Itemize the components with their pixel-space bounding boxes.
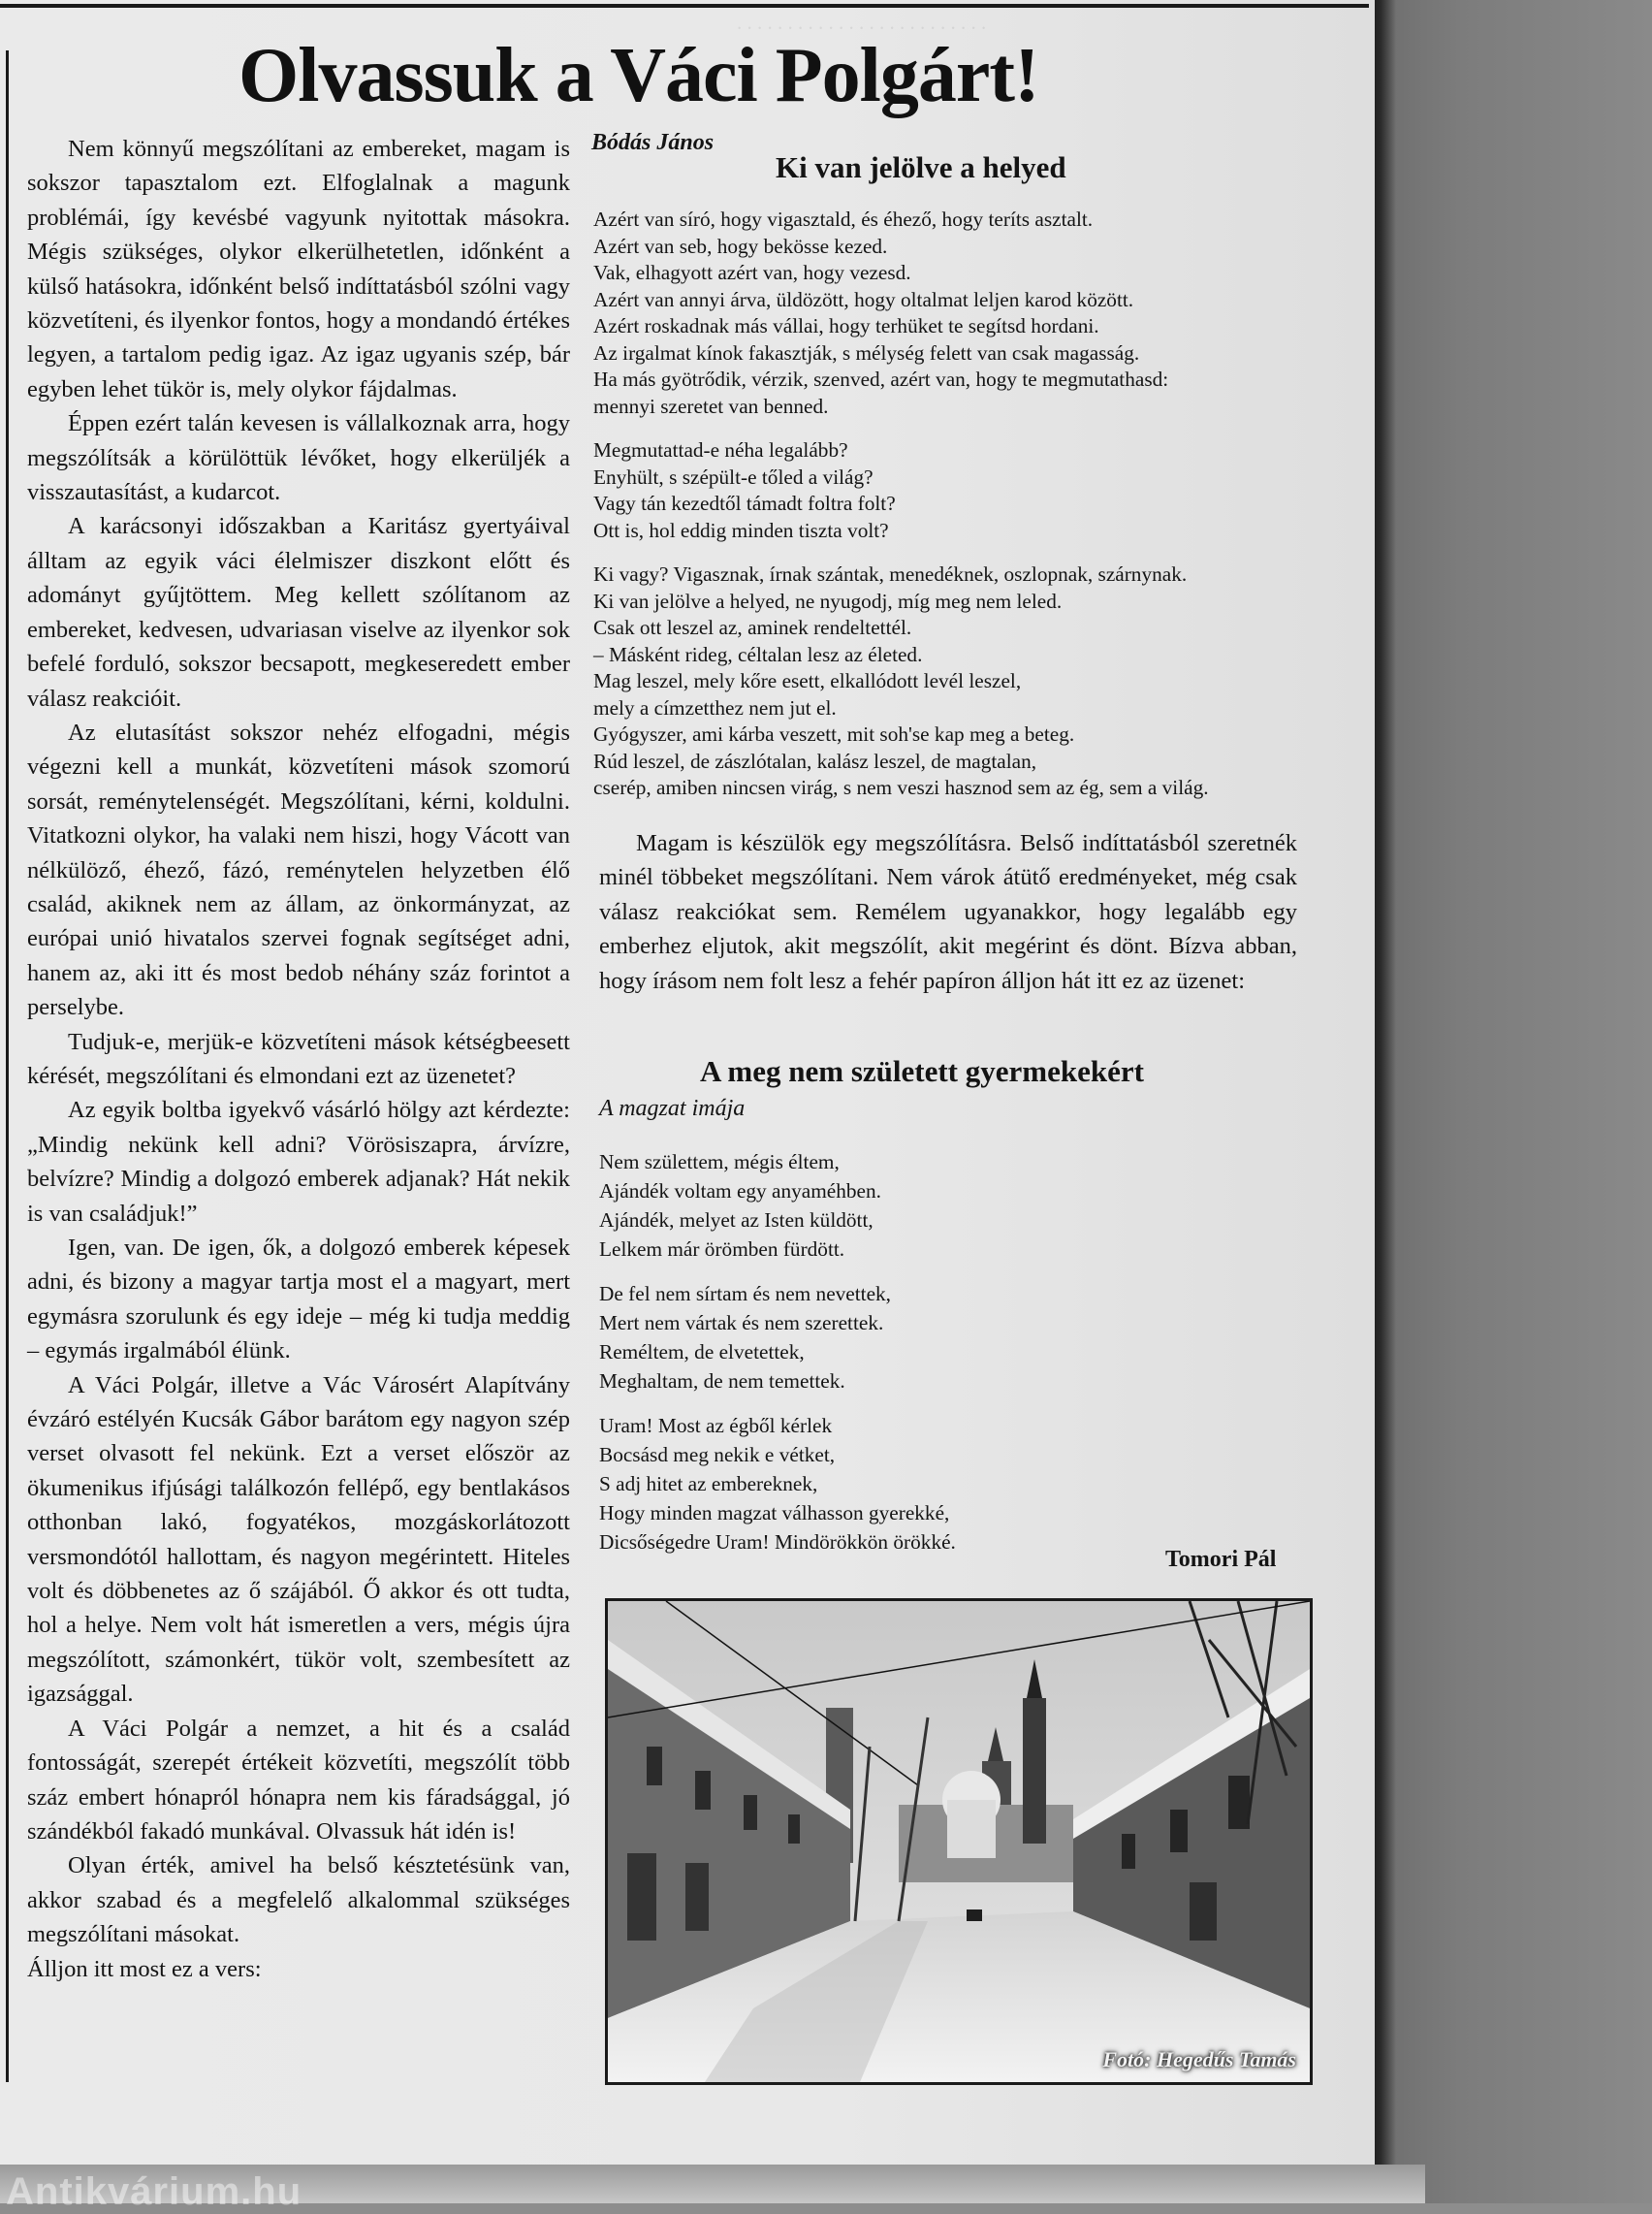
poem-line: Bocsásd meg nekik e vétket,	[599, 1443, 836, 1466]
poem-line: Rúd leszel, de zászlótalan, kalász leszel, de magtalan,	[593, 749, 1037, 773]
poem-stanza	[599, 1147, 1297, 1264]
poem2-subtitle: A magzat imája	[599, 1096, 746, 1121]
article-paragraph: Magam is készülök egy megszólításra. Belső indíttatásból szeretnék minél többeket megszólítani. Nem várok átütő eredményeket, még csak válasz reakciókat sem. Remélem ugyanakkor, hogy legalább egy emberhez eljutok, akit megszólít, akit megérint és dönt. Bízva abban, hogy írásom nem folt lesz a fehér papíron álljon hát itt ez az üzenet:	[599, 830, 1297, 994]
poem-line: cserép, amiben nincsen virág, s nem veszi hasznod sem az ég, sem a világ.	[593, 776, 1209, 799]
top-rule	[0, 4, 1369, 8]
poem-line: Csak ott leszel az, aminek rendeltettél.	[593, 616, 912, 639]
article-paragraph: A Váci Polgár, illetve a Vác Városért Alapítvány évzáró estélyén Kucsák Gábor barátom egy nagyon szép verset olvasott fel nekünk. Ezt a verset először az ökumenikus ifjúsági találkozón fellépő, egy bentlakásos otthonban lakó, fogyatékos, mozgáskorlátozott versmondótól hallottam, és nagyon megérintett. Hiteles volt és döbbenetes az ő szájából. Ő akkor és ott tudta, hol a helye. Nem volt hát ismeretlen a vers, mégis újra megszólított, számonkért, tükör volt, szembesített az igazsággal.	[27, 1371, 570, 1708]
poem-line: Gyógyszer, ami kárba veszett, mit soh'se kap meg a beteg.	[593, 722, 1075, 746]
poem-stanza	[593, 562, 1301, 802]
street-photo	[605, 1598, 1313, 2085]
watermark-text: Antikvárium.hu	[6, 2170, 302, 2213]
poem-stanza	[593, 207, 1301, 420]
poem-line: Azért van seb, hogy bekösse kezed.	[593, 234, 888, 258]
poem-line: Vagy tán kezedtől támadt foltra folt?	[593, 492, 896, 515]
article-paragraph: Az elutasítást sokszor nehéz elfogadni, mégis végezni kell a munkát, közvetíteni mások szomorú sorsát, reménytelenségét. Megszólítani, kérni, koldulni. Vitatkozni olykor, ha valaki nem hiszi, hogy Vácott van nélkülöző, éhező, fázó, reménytelen helyzetben élő család, akiknek nem az állam, az önkormányzat, az európai unió hivatalos szervei fognak segítséget adni, hanem az, aki itt és most bedob néhány száz forintot a perselybe.	[27, 719, 570, 1021]
background-desk	[1377, 0, 1652, 2203]
article-paragraph: Olyan érték, amivel ha belső késztetésünk van, akkor szabad és a megfelelő alkalommal szükséges megszólítani másokat.	[27, 1852, 570, 1948]
poem-title: Ki van jelölve a helyed	[776, 150, 1066, 184]
poem-line: Ajándék, melyet az Isten küldött,	[599, 1208, 874, 1232]
poem-line: Ki van jelölve a helyed, ne nyugodj, míg meg nem leled.	[593, 589, 1063, 613]
article-closing-line: Álljon itt most ez a vers:	[27, 1955, 262, 1982]
poem-line: Hogy minden magzat válhasson gyerekké,	[599, 1501, 950, 1524]
poem-line: S adj hitet az embereknek,	[599, 1472, 818, 1495]
poem-line: De fel nem sírtam és nem nevettek,	[599, 1282, 892, 1305]
poem2-body	[599, 1147, 1297, 1572]
poem-line: Mert nem vártak és nem szerettek.	[599, 1311, 884, 1334]
bleed-through-text: . . . . . . . . . . . . . . . . . . . . . . . . .	[737, 11, 987, 34]
article-paragraph: Igen, van. De igen, ők, a dolgozó emberek képesek adni, és bizony a magyar tartja most el a magyart, mert egymásra szorulunk és egy ideje – még ki tudja meddig – egymás irgalmából élünk.	[27, 1235, 570, 1364]
poem-line: Mag leszel, mely kőre esett, elkallódott levél leszel,	[593, 669, 1022, 692]
poem-line: Ajándék voltam egy anyaméhben.	[599, 1179, 881, 1203]
poem-line: Dicsőségedre Uram! Mindörökkön örökké.	[599, 1530, 956, 1554]
poem-stanza	[599, 1411, 1297, 1556]
poem-body	[593, 207, 1301, 819]
poem-line: Ki vagy? Vigasznak, írnak szántak, menedéknek, oszlopnak, szárnynak.	[593, 562, 1188, 586]
poem-line: Vak, elhagyott azért van, hogy vezesd.	[593, 261, 911, 284]
article-paragraph: Éppen ezért talán kevesen is vállalkoznak arra, hogy megszólítsák a körülöttük lévőket, hogy elkerüljék a visszautasítást, a kudarcot.	[27, 410, 570, 506]
poem-line: Reméltem, de elvetettek,	[599, 1340, 805, 1364]
poem-line: Azért van síró, hogy vigasztald, és éhező, hogy teríts asztalt.	[593, 208, 1094, 231]
poem-line: Nem születtem, mégis éltem,	[599, 1150, 840, 1173]
article-paragraph: A Váci Polgár a nemzet, a hit és a család fontosságát, szerepét értékeit közvetíti, megszólít több száz embert hónapról hónapra nem kis fáradsággal, jó szándékból fakadó munkával. Olvassuk hát idén is!	[27, 1715, 570, 1845]
poem-line: Ha más gyötrődik, vérzik, szenved, azért van, hogy te megmutathasd:	[593, 368, 1169, 391]
poem-line: Uram! Most az égből kérlek	[599, 1414, 833, 1437]
winter-street-image	[608, 1601, 1310, 2082]
article-left-column	[27, 132, 570, 1986]
article-paragraph: Nem könnyű megszólítani az embereket, magam is sokszor tapasztalom ezt. Elfoglalnak a magunk problémái, így kevésbé vagyunk nyitottak másokra. Mégis szükséges, olykor elkerülhetetlen, időnként a külső hatásokra, időnként belső indíttatásból szólni vagy közvetíteni, és ilyenkor fontos, hogy a mondandó értékes legyen, a tartalom pedig igaz. Az igaz ugyanis szép, bár egyben lehet tükör is, mely olykor fájdalmas.	[27, 136, 570, 402]
poem-line: Meghaltam, de nem temettek.	[599, 1369, 845, 1393]
poem-line: Ott is, hol eddig minden tiszta volt?	[593, 518, 889, 542]
poem-stanza	[599, 1279, 1297, 1396]
poem-line: Azért roskadnak más vállai, hogy terhüket te segítsd hordani.	[593, 314, 1099, 337]
poem-stanza	[593, 437, 1301, 544]
poem-line: – Másként rideg, céltalan lesz az életed.	[593, 642, 923, 666]
article-paragraph: A karácsonyi időszakban a Karitász gyertyáival álltam az egyik váci élelmiszer diszkont előtt és adományt gyűjtöttem. Meg kellett szólítanom az embereket, kedvesen, udvariasan viselve az ilyenkor sok befelé forduló, sokszor becsapott, megkeseredett ember válasz reakcióit.	[27, 513, 570, 712]
poem-line: Azért van annyi árva, üldözött, hogy oltalmat leljen karod között.	[593, 287, 1134, 311]
article-paragraph: Az egyik boltba igyekvő vásárló hölgy azt kérdezte: „Mindig nekünk kell adni? Vörösiszapra, árvízre, belvízre? Mindig a dolgozó emberek adjanak? Hát nekik is van családjuk!”	[27, 1097, 570, 1227]
poem-line: Megmutattad-e néha legalább?	[593, 438, 848, 462]
article-paragraph: Tudjuk-e, merjük-e közvetíteni mások kétségbeesett kérését, megszólítani és elmondani ezt az üzenetet?	[27, 1028, 570, 1089]
poem-line: mennyi szeretet van benned.	[593, 394, 829, 418]
article-right-column	[599, 826, 1297, 998]
poem-line: mely a címzetthez nem jut el.	[593, 695, 837, 720]
poem2-title: A meg nem született gyermekekért	[700, 1054, 1144, 1088]
poem2-signature: Tomori Pál	[1165, 1547, 1277, 1572]
poem-line: Az irgalmat kínok fakasztják, s mélység felett van csak magasság.	[593, 340, 1140, 365]
left-rule	[6, 50, 9, 2082]
poem-line: Enyhült, s szépült-e tőled a világ?	[593, 465, 874, 489]
poem-line: Lelkem már örömben fürdött.	[599, 1237, 845, 1261]
headline: Olvassuk a Váci Polgárt!	[238, 33, 1039, 118]
photo-credit: Fotó: Hegedűs Tamás	[1102, 2047, 1296, 2071]
poem-author: Bódás János	[591, 130, 715, 155]
